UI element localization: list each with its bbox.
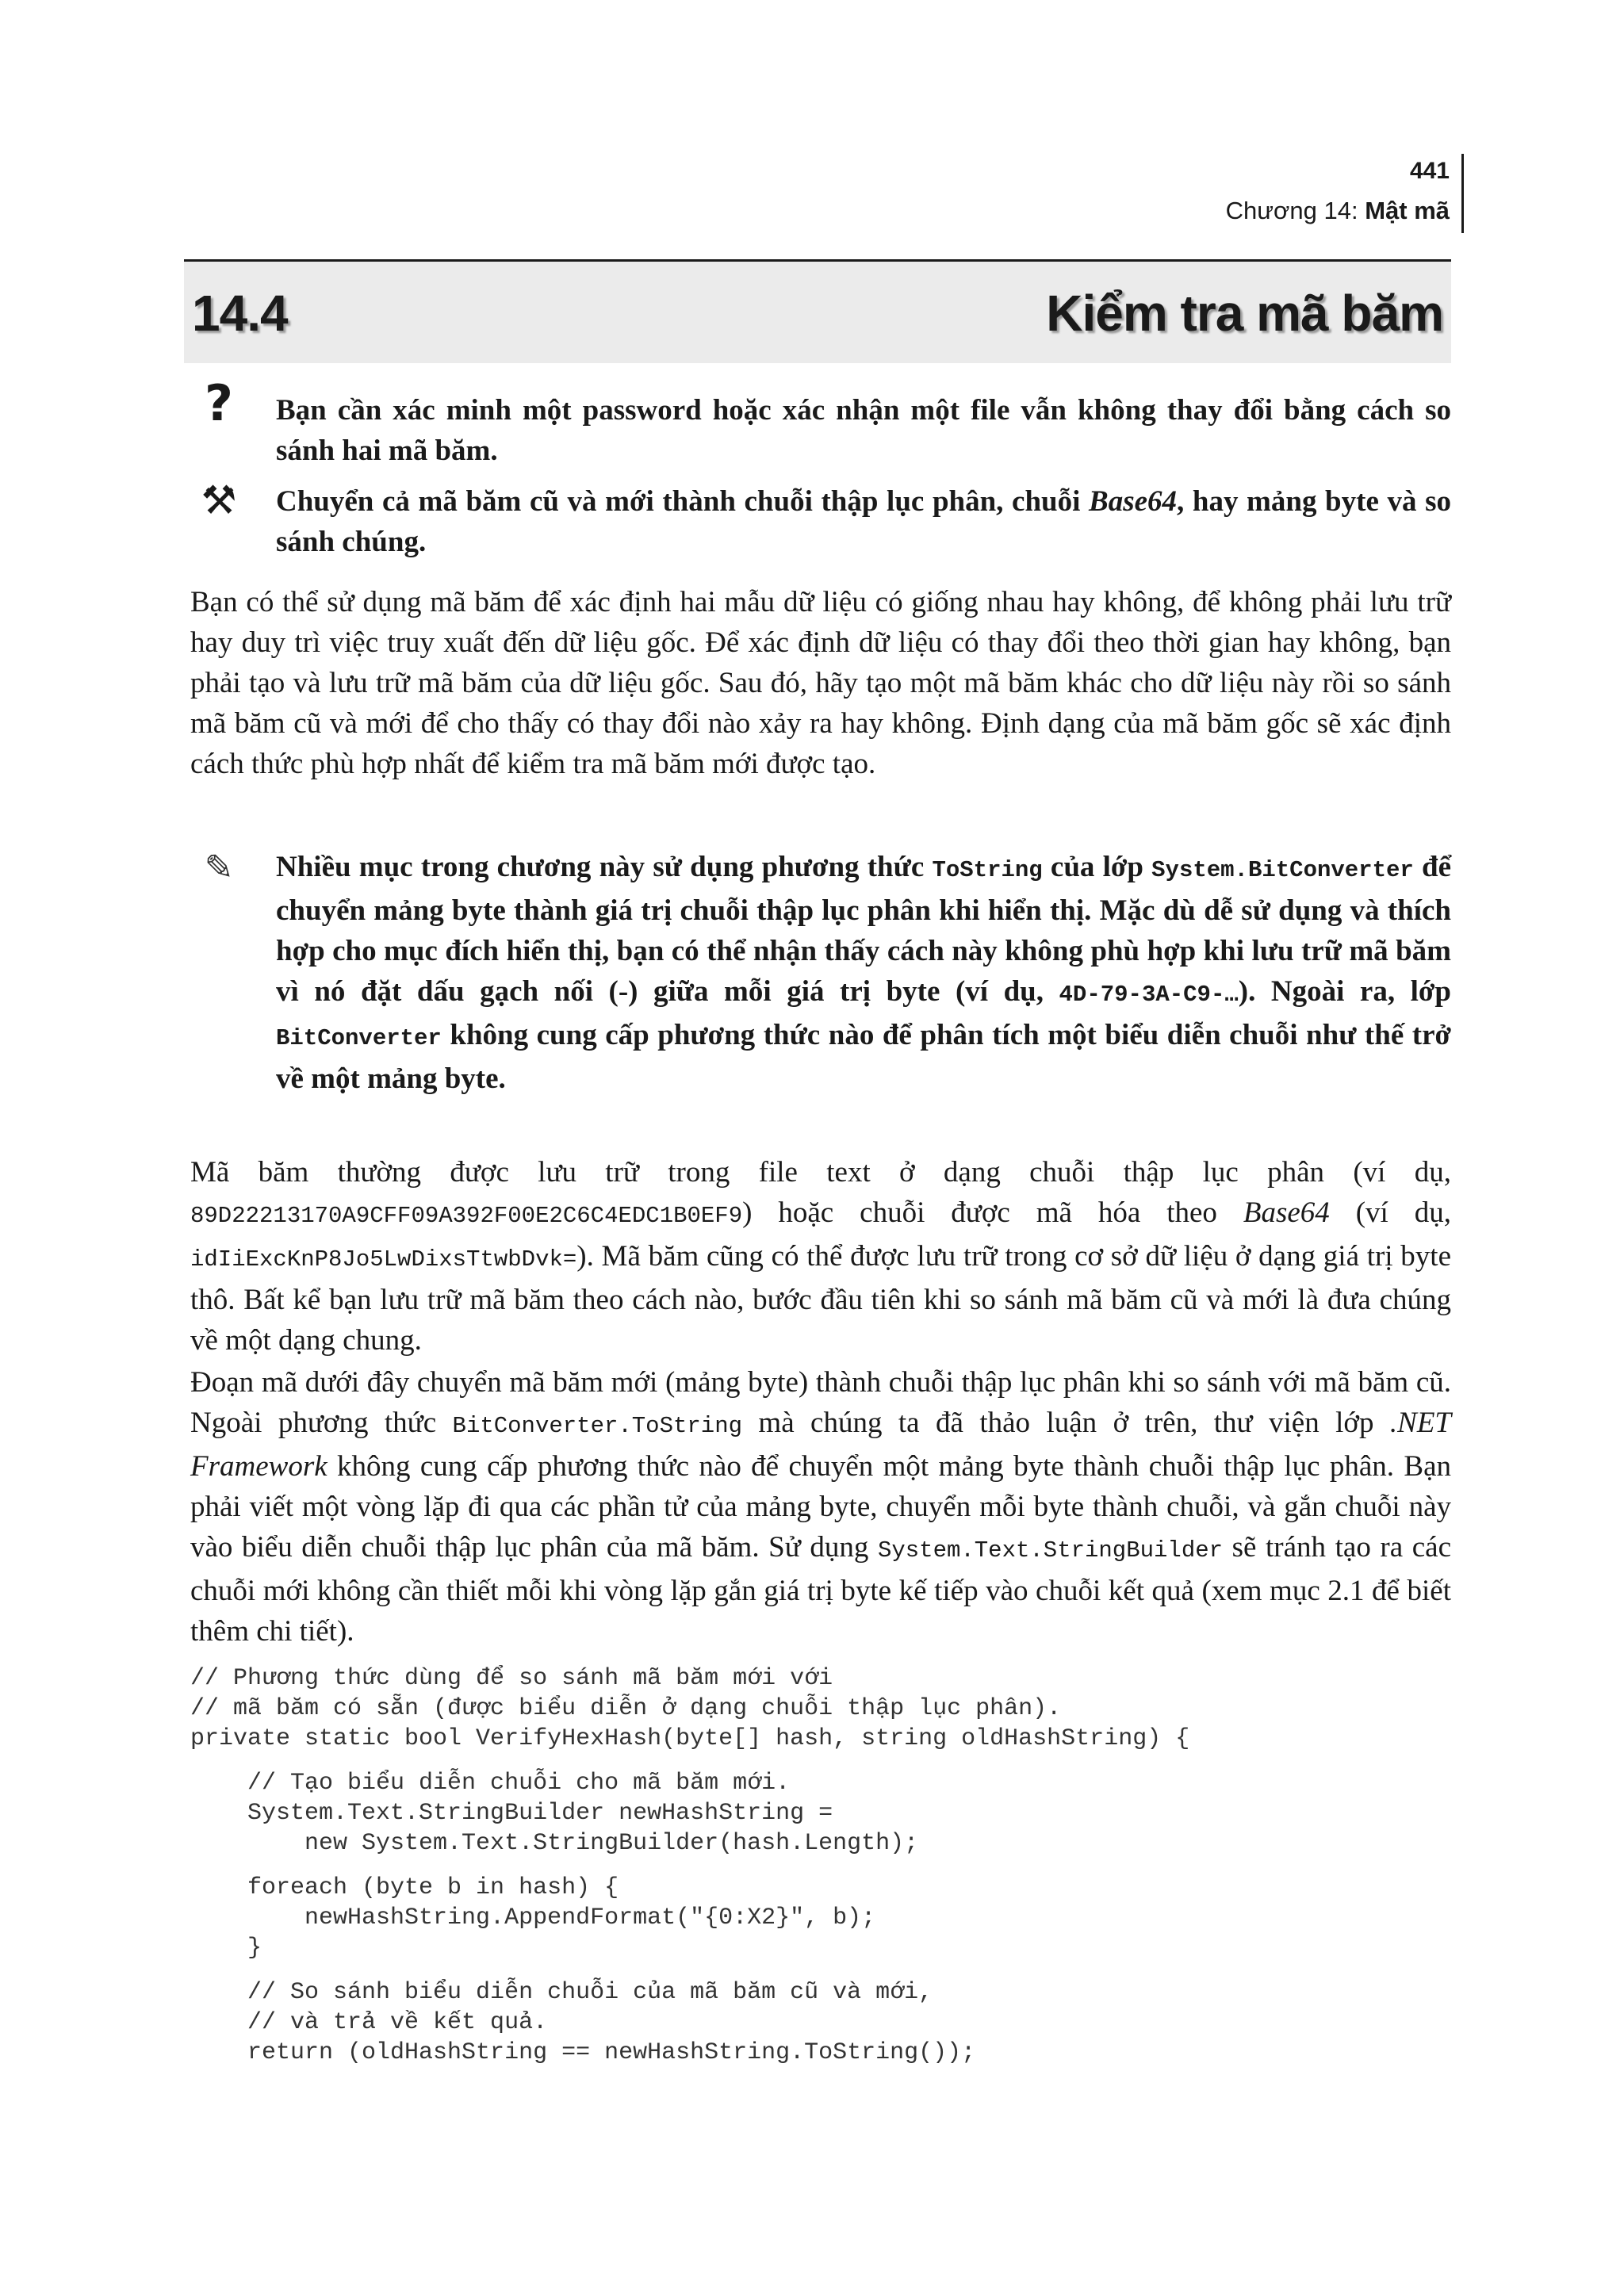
code-blank-line [190, 1754, 1451, 1768]
code-line: // Tạo biểu diễn chuỗi cho mã băm mới. [190, 1770, 791, 1797]
chapter-title [974, 192, 1450, 230]
section-heading [184, 259, 1451, 363]
paragraph-intro: Bạn có thể sử dụng mã băm để xác định hai mẫu dữ liệu có giống nhau hay không, để không phải lưu trữ hay duy trì việc truy xuất đến dữ liệu gốc. Để xác định dữ liệu có thay đổi theo thời gian hay không, bạn phải tạo và lưu trữ mã băm của dữ liệu gốc. Sau đó, hãy tạo một mã băm khác cho dữ liệu này rồi so sánh mã băm cũ và mới để cho thấy có thay đổi nào xảy ra hay không. Định dạng của mã băm gốc sẽ xác định cách thức phù hợp nhất để kiểm tra mã băm mới được tạo. [190, 586, 1451, 780]
chapter-prefix: Chương 14: [1225, 197, 1365, 224]
code-line: new System.Text.StringBuilder(hash.Length); [190, 1830, 919, 1857]
section-title: Kiểm tra mã băm [1046, 285, 1443, 342]
code-line: // So sánh biểu diễn chuỗi của mã băm cũ và mới, [190, 1979, 933, 2006]
inline-code: BitConverter.ToString [452, 1413, 743, 1439]
paragraph-text: Mã băm thường được lưu trữ trong file text ở dạng chuỗi thập lục phân (ví dụ, [190, 1156, 1451, 1189]
code-line: private static bool VerifyHexHash(byte[] hash, string oldHashString) { [190, 1725, 1190, 1752]
note-code: 4D-79-3A-C9-… [1059, 982, 1239, 1008]
solution-text-1: Chuyển cả mã băm cũ và mới thành chuỗi thập lục phân, chuỗi [276, 485, 1090, 518]
code-listing [190, 1663, 1451, 2068]
chapter-name: Mật mã [1365, 197, 1450, 224]
paragraph-code-intro [190, 1362, 1451, 1652]
paragraph-text: không cung cấp phương thức nào để chuyển một mảng byte thành chuỗi thập lục phân. Bạn phải viết một vòng lặp đi qua các phần tử của mảng byte, chuyển mỗi byte thành chuỗi, và gắn chuỗi này vào biểu diễn chuỗi thập lục phân của mã băm. Sử dụng [190, 1450, 1451, 1564]
problem-statement: Bạn cần xác minh một password hoặc xác nhận một file vẫn không thay đổi bằng cách so sánh hai mã băm. [276, 394, 1451, 467]
solution-text-2: , hay mảng byte và so sánh chúng. [276, 485, 1451, 558]
paragraph-text: Đoạn mã dưới đây chuyển mã băm mới (mảng byte) thành chuỗi thập lục phân khi so sánh với mã băm cũ. Ngoài phương thức [190, 1366, 1451, 1439]
paragraph-text: (ví dụ, [1329, 1196, 1451, 1229]
code-blank-line [190, 1859, 1451, 1873]
code-line: // Phương thức dùng để so sánh mã băm mới với [190, 1665, 833, 1692]
inline-code: System.Text.StringBuilder [877, 1537, 1224, 1564]
pencil-note-icon: ✎ [204, 848, 234, 888]
tools-icon: ⚒ [201, 477, 237, 523]
code-line: foreach (byte b in hash) { [190, 1874, 619, 1901]
header-divider [1461, 154, 1464, 233]
solution-italic: Base64 [1089, 485, 1178, 518]
section-number: 14.4 [192, 285, 288, 342]
page-number: 441 [1409, 158, 1450, 184]
note-code: BitConverter [276, 1025, 442, 1051]
note-box [276, 847, 1451, 1099]
note-code: System.BitConverter [1151, 857, 1414, 883]
code-line: // và trả về kết quả. [190, 2009, 548, 2036]
solution-statement [276, 481, 1451, 562]
code-blank-line [190, 1963, 1451, 1977]
note-text: ). Ngoài ra, lớp [1238, 975, 1451, 1008]
paragraph-text: ). Mã băm cũng có thể được lưu trữ trong cơ sở dữ liệu ở dạng giá trị byte thô. Bất kể bạn lưu trữ mã băm theo cách nào, bước đầu tiên khi so sánh mã băm cũ và mới là đưa chúng về một dạng chung. [190, 1240, 1451, 1357]
paragraph-text: ) hoặc chuỗi được mã hóa theo [742, 1196, 1243, 1229]
code-line: newHashString.AppendFormat("{0:X2}", b); [190, 1904, 876, 1931]
note-text: của lớp [1042, 851, 1152, 883]
note-code: ToString [932, 857, 1043, 883]
code-line: // mã băm có sẵn (được biểu diễn ở dạng chuỗi thập lục phân). [190, 1695, 1062, 1722]
code-line: return (oldHashString == newHashString.ToString()); [190, 2039, 976, 2066]
note-text: không cung cấp phương thức nào để phân tích một biểu diễn chuỗi như thế trở về một mảng byte. [276, 1019, 1451, 1095]
paragraph-text: sẽ tránh tạo ra các chuỗi mới không cần thiết mỗi khi vòng lặp gắn giá trị byte kế tiếp vào chuỗi kết quả (xem mục 2.1 để biết thêm chi tiết). [190, 1531, 1451, 1648]
running-header [974, 155, 1450, 230]
italic-term: .NET Framework [190, 1407, 1451, 1483]
inline-code: idIiExcKnP8Jo5LwDixsTtwbDvk= [190, 1246, 577, 1273]
note-text: Nhiều mục trong chương này sử dụng phương thức [276, 851, 933, 883]
code-line: System.Text.StringBuilder newHashString = [190, 1800, 833, 1827]
paragraph-storage [190, 1152, 1451, 1361]
code-line: } [190, 1935, 262, 1962]
italic-term: Base64 [1243, 1196, 1330, 1229]
question-mark-icon: ? [205, 374, 233, 432]
inline-code: 89D22213170A9CFF09A392F00E2C6C4EDC1B0EF9 [190, 1203, 743, 1229]
paragraph-text: mà chúng ta đã thảo luận ở trên, thư viện lớp [742, 1407, 1390, 1439]
note-text: để chuyển mảng byte thành giá trị chuỗi thập lục phân khi hiển thị. Mặc dù dễ sử dụng và thích hợp cho mục đích hiển thị, bạn có thể nhận thấy cách này không phù hợp khi lưu trữ mã băm vì nó đặt dấu gạch nối (-) giữa mỗi giá trị byte (ví dụ, [276, 851, 1451, 1008]
